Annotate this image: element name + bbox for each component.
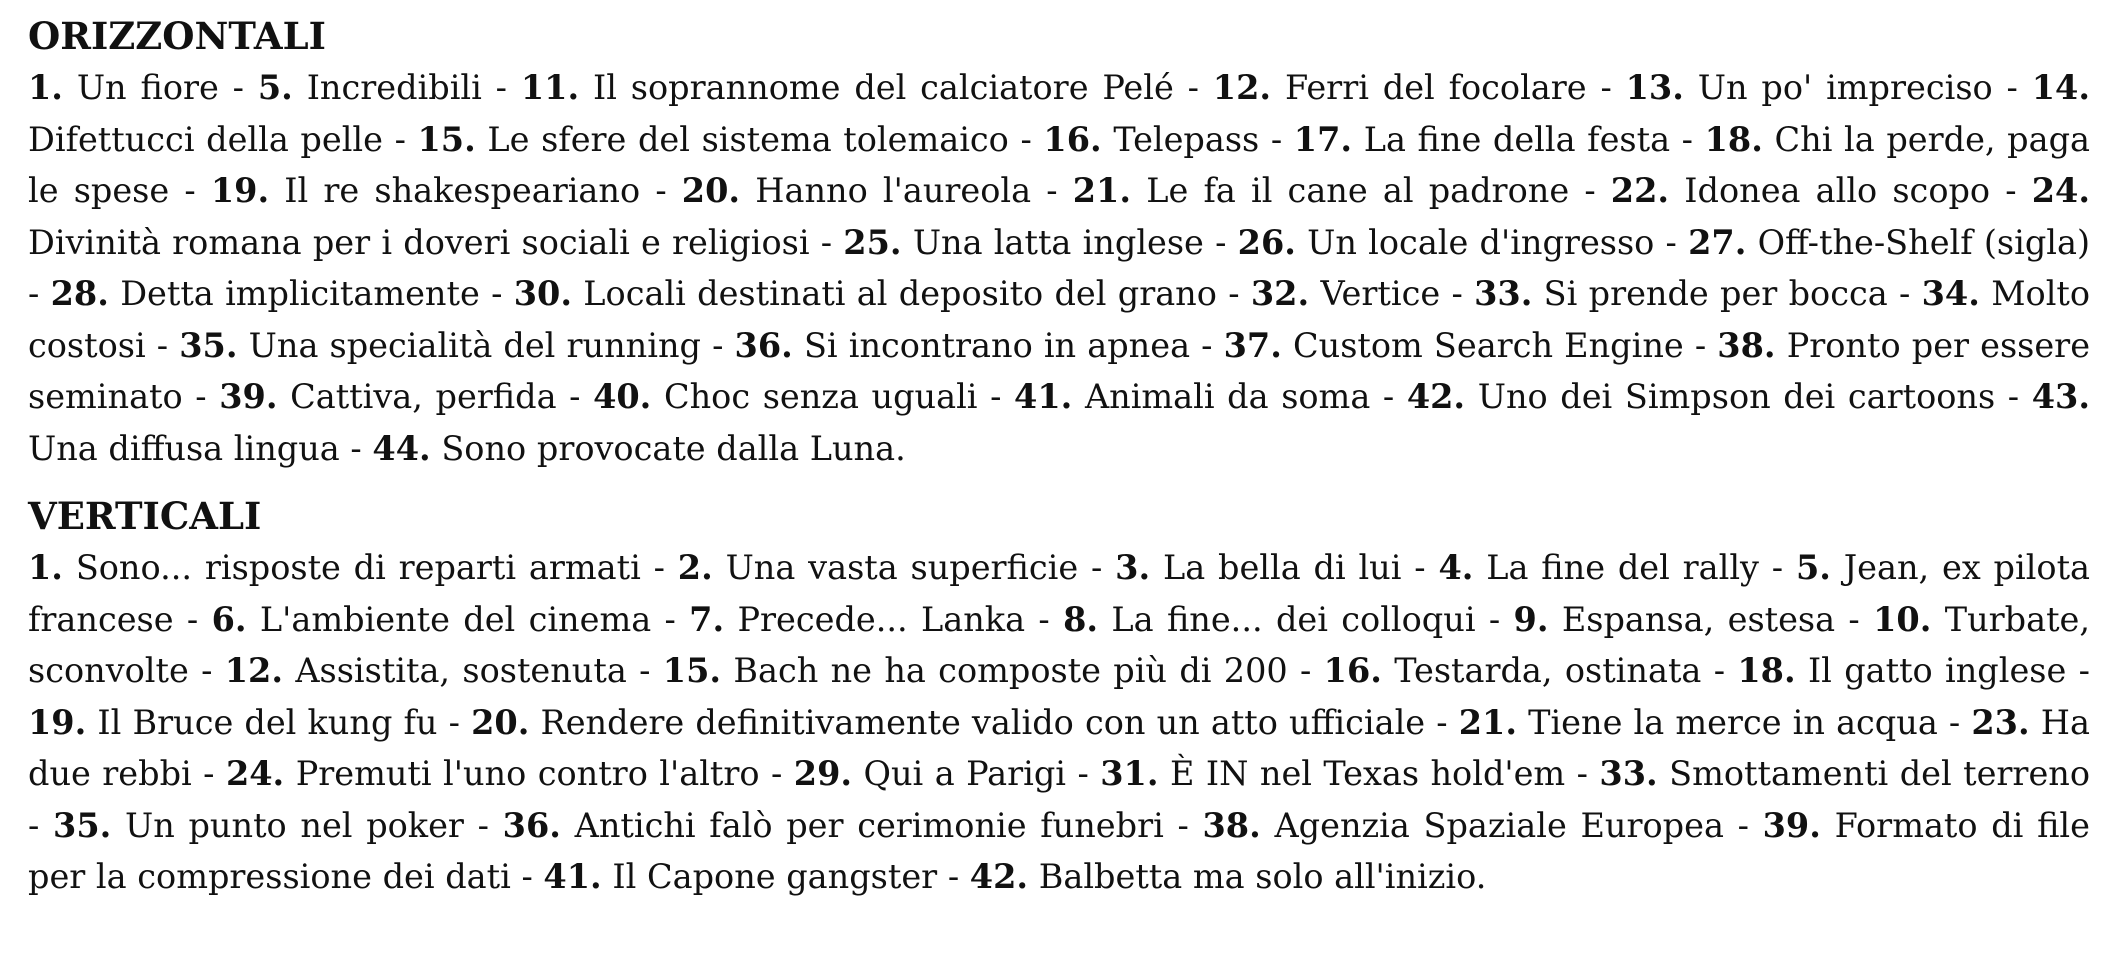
clue-text: Formato di file per la compressione dei dati <box>28 805 2090 896</box>
clue-number: 32. <box>1250 274 1310 313</box>
clue-text: La bella di lui <box>1162 548 1402 587</box>
clue-text: Una diffusa lingua <box>28 428 340 468</box>
clue-text: Divinità romana per i doveri sociali e religiosi <box>28 222 810 262</box>
orizzontali-heading: ORIZZONTALI <box>28 14 326 58</box>
clue-number: 44. <box>372 428 431 468</box>
clue-text: Choc senza uguali <box>663 377 978 416</box>
clue-number: 12. <box>224 651 284 690</box>
section-divider <box>28 474 2090 490</box>
clue-number: 6. <box>211 599 247 639</box>
clue-text: Idonea allo scopo <box>1684 171 1991 210</box>
clue-number: 20. <box>681 171 741 210</box>
clue-text: Assistita, sostenuta <box>295 651 627 690</box>
clue-text: Locali destinati al deposito del grano <box>583 274 1217 313</box>
clue-text: Una vasta superficie <box>725 548 1079 587</box>
clue-text: La fine... dei colloqui <box>1111 599 1476 639</box>
verticali-heading: VERTICALI <box>28 494 262 538</box>
clue-text: Balbetta ma solo all'inizio. <box>1038 857 1487 896</box>
clue-text: Il soprannome del calciatore Pelé <box>593 68 1174 107</box>
clue-text: Agenzia Spaziale Europea <box>1274 805 1724 845</box>
clue-number: 1. <box>28 68 63 107</box>
clue-text: Incredibili <box>306 68 482 107</box>
clue-number: 35. <box>179 325 238 365</box>
clue-text: Premuti l'uno contro l'altro <box>295 754 760 793</box>
clue-number: 19. <box>28 702 87 742</box>
clue-number: 22. <box>1610 171 1670 210</box>
clue-text: Turbate, sconvolte <box>28 599 2091 690</box>
clue-text: Una latta inglese <box>912 222 1204 262</box>
clue-text: Custom Search Engine <box>1293 325 1684 365</box>
clue-text: L'ambiente del cinema <box>259 599 652 639</box>
clue-number: 26. <box>1237 222 1296 262</box>
clue-number: 40. <box>593 377 652 416</box>
orizzontali-clue-list: 1. Un fiore - 5. Incredibili - 11. Il soprannome del calciatore Pelé - 12. Ferri del focolare - 13. Un po' impreciso - 14. Difettucci della pelle - 15. Le sfere del sistema tolemaico - 16. Telepass - 17. La fine della festa - 18. Chi la perde, paga le spese - 19. Il re shakespeariano - 20. Hanno l'aureola - 21. Le fa il cane al padrone - 22. Idonea allo scopo - 24. Divinità romana per i doveri sociali e religiosi - 25. Una latta inglese - 26. Un locale d'ingresso - 27. Off-the-Shelf (sigla) - 28. Detta implicitamente - 30. Locali destinati al deposito del grano - 32. Vertice - 33. Si prende per bocca - 34. Molto costosi - 35. Una specialità del running - 36. Si incontrano in apnea - 37. Custom Search Engine - 38. Pronto per essere seminato - 39. Cattiva, perfida - 40. Choc senza uguali - 41. Animali da soma - 42. Uno dei Simpson dei cartoons - 43. Una diffusa lingua - 44. Sono provocate dalla Luna. <box>28 68 2091 468</box>
clue-text: È IN nel Texas hold'em <box>1169 754 1566 793</box>
clue-number: 21. <box>1458 702 1517 742</box>
clue-number: 24. <box>2031 171 2091 210</box>
clue-number: 24. <box>225 754 285 793</box>
clue-text: Le sfere del sistema tolemaico <box>487 119 1009 159</box>
clue-number: 39. <box>219 377 278 416</box>
clue-text: Sono... risposte di reparti armati <box>75 548 641 587</box>
clue-number: 20. <box>471 702 530 742</box>
clue-number: 15. <box>662 651 722 690</box>
clue-text: Chi la perde, paga le spese <box>28 119 2090 210</box>
clue-number: 33. <box>1474 274 1533 313</box>
clue-text: Smottamenti del terreno <box>1669 754 2091 793</box>
clue-text: Bach ne ha composte più di 200 <box>733 651 1288 690</box>
clue-text: Molto costosi <box>28 274 2091 365</box>
clue-text: Espansa, estesa <box>1561 599 1836 639</box>
clue-text: Un locale d'ingresso <box>1307 222 1655 262</box>
clue-number: 25. <box>843 222 902 262</box>
clue-number: 38. <box>1202 805 1261 845</box>
clue-text: Precede... Lanka <box>737 599 1026 639</box>
clue-number: 7. <box>689 599 725 639</box>
clue-text: Cattiva, perfida <box>290 377 557 416</box>
clue-text: Vertice <box>1320 274 1441 313</box>
clue-text: Un punto nel poker <box>125 805 464 845</box>
clue-text: Qui a Parigi <box>863 754 1067 793</box>
clue-number: 36. <box>734 325 793 365</box>
clue-text: Sono provocate dalla Luna. <box>441 428 906 468</box>
clue-number: 11. <box>520 68 580 107</box>
clue-number: 29. <box>793 754 853 793</box>
clue-number: 23. <box>1971 702 2030 742</box>
clue-text: La fine del rally <box>1486 548 1759 587</box>
clue-text: Difettucci della pelle <box>28 119 383 159</box>
clue-number: 42. <box>1406 377 1466 416</box>
clue-text: Il Bruce del kung fu <box>97 702 438 742</box>
clue-text: Rendere definitivamente valido con un atto ufficiale <box>540 702 1426 742</box>
clue-text: Pronto per essere seminato <box>28 325 2091 416</box>
clue-number: 43. <box>2031 377 2090 416</box>
clue-number: 13. <box>1625 68 1684 107</box>
clue-text: Telepass <box>1113 119 1260 159</box>
clue-number: 31. <box>1100 754 1159 793</box>
clue-text: Una specialità del running <box>248 325 701 365</box>
clue-text: Un po' impreciso <box>1697 68 1993 107</box>
clue-text: Si prende per bocca <box>1543 274 1888 313</box>
verticali-clue-list: 1. Sono... risposte di reparti armati - 2. Una vasta superficie - 3. La bella di lui - 4. La fine del rally - 5. Jean, ex pilota francese - 6. L'ambiente del cinema - 7. Precede... Lanka - 8. La fine... dei colloqui - 9. Espansa, estesa - 10. Turbate, sconvolte - 12. Assistita, sostenuta - 15. Bach ne ha composte più di 200 - 16. Testarda, ostinata - 18. Il gatto inglese - 19. Il Bruce del kung fu - 20. Rendere definitivamente valido con un atto ufficiale - 21. Tiene la merce in acqua - 23. Ha due rebbi - 24. Premuti l'uno contro l'altro - 29. Qui a Parigi - 31. È IN nel Texas hold'em - 33. Smottamenti del terreno - 35. Un punto nel poker - 36. Antichi falò per cerimonie funebri - 38. Agenzia Spaziale Europea - 39. Formato di file per la compressione dei dati - 41. Il Capone gangster - 42. Balbetta ma solo all'inizio. <box>28 548 2091 896</box>
clue-text: Ha due rebbi <box>28 702 2090 793</box>
clue-text: La fine della festa <box>1363 119 1671 159</box>
clue-number: 42. <box>969 857 1029 896</box>
clue-number: 5. <box>1795 548 1831 587</box>
clue-number: 17. <box>1293 119 1353 159</box>
clue-number: 3. <box>1115 548 1151 587</box>
clue-text: Le fa il cane al padrone <box>1146 171 1570 210</box>
clue-number: 38. <box>1717 325 1776 365</box>
clue-text: Off-the-Shelf (sigla) <box>1757 222 2091 262</box>
clue-text: Un fiore <box>76 68 219 107</box>
clue-number: 28. <box>50 274 109 313</box>
clue-text: Jean, ex pilota francese <box>28 548 2091 639</box>
clue-text: Si incontrano in apnea <box>803 325 1191 365</box>
clue-text: Hanno l'aureola <box>755 171 1032 210</box>
clue-text: Detta implicitamente <box>120 274 480 313</box>
clue-number: 5. <box>257 68 293 107</box>
clue-text: Testarda, ostinata <box>1394 651 1702 690</box>
clue-text: Animali da soma <box>1084 377 1371 416</box>
clue-text: Ferri del focolare <box>1284 68 1587 107</box>
clue-number: 39. <box>1762 805 1821 845</box>
clue-number: 12. <box>1212 68 1272 107</box>
clue-number: 41. <box>1014 377 1073 416</box>
clue-number: 37. <box>1223 325 1282 365</box>
clue-number: 8. <box>1063 599 1099 639</box>
clue-number: 16. <box>1043 119 1102 159</box>
clue-text: Il gatto inglese <box>1807 651 2067 690</box>
clue-number: 27. <box>1688 222 1747 262</box>
clue-number: 18. <box>1737 651 1796 690</box>
clue-number: 21. <box>1072 171 1132 210</box>
clue-number: 2. <box>677 548 713 587</box>
clue-number: 18. <box>1704 119 1763 159</box>
clue-number: 4. <box>1438 548 1474 587</box>
clue-text: Il re shakespeariano <box>284 171 641 210</box>
clue-number: 14. <box>2031 68 2090 107</box>
clue-text: Il Capone gangster <box>612 857 938 896</box>
clue-number: 15. <box>417 119 476 159</box>
clue-number: 33. <box>1599 754 1658 793</box>
clue-number: 19. <box>210 171 270 210</box>
clue-number: 9. <box>1513 599 1549 639</box>
clue-number: 10. <box>1873 599 1932 639</box>
clue-number: 34. <box>1921 274 1980 313</box>
clue-text: Uno dei Simpson dei cartoons <box>1477 377 1996 416</box>
clue-number: 16. <box>1323 651 1382 690</box>
clue-number: 35. <box>53 805 112 845</box>
clue-text: Tiene la merce in acqua <box>1528 702 1938 742</box>
clue-number: 1. <box>28 548 63 587</box>
clue-text: Antichi falò per cerimonie funebri <box>574 805 1164 845</box>
clue-number: 41. <box>543 857 602 896</box>
clue-number: 36. <box>502 805 561 845</box>
clue-number: 30. <box>513 274 572 313</box>
